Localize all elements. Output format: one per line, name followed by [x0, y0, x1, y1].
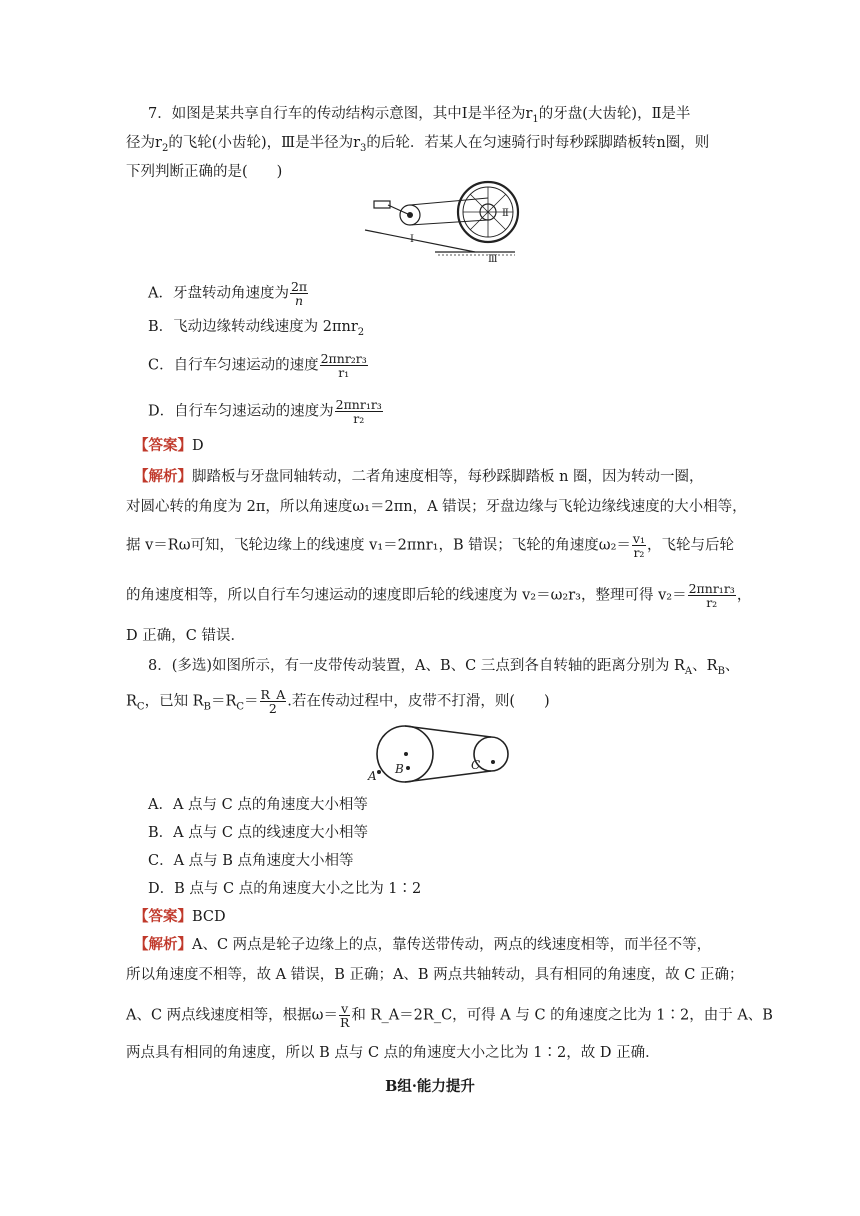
q7-analysis-line3: 据 v＝Rω可知，飞轮边缘上的线速度 v₁＝2πnr₁，B 错误；飞轮的角速度ω₂＝ $\frac{\text{v₁}}{\text{r₂}}$ ，飞轮与后轮: [126, 531, 734, 561]
q8-line2: $R_C$，已知 $R_B=R_C=$ $\frac{R\_A}{2}$ .若在传动过程中，皮带不打滑，则( ): [126, 687, 550, 717]
q8-analysis-line4: 两点具有相同的角速度，所以 B 点与 C 点的角速度大小之比为 1∶2，故 D 正确．: [126, 1045, 660, 1061]
fig7-label-I: Ⅰ: [410, 234, 414, 245]
q7-line1: 7．如图是某共享自行车的传动结构示意图，其中Ⅰ是半径为$r_1$的牙盘(大齿轮)，Ⅱ是半: [148, 106, 691, 125]
section-heading: B组·能力提升: [385, 1078, 475, 1095]
q7-analysis-line1: 【解析】脚踏板与牙盘同轴转动，二者角速度相等，每秒踩脚踏板 n 圈，因为转动一圈，: [134, 468, 704, 485]
q7-option-c: C．自行车匀速运动的速度 $\frac{\text{2πnr₂r₃}}{\text{r₁}}$: [148, 351, 367, 381]
q7-analysis-line4: 的角速度相等，所以自行车匀速运动的速度即后轮的线速度为 v₂＝ω₂r₃，整理可得 v₂＝ $\frac{\text{2πnr₁r₃}}{\text{r₂}}$ ，: [126, 581, 752, 611]
q7-option-d: D．自行车匀速运动的速度为 $\frac{\text{2πnr₁r₃}}{\text{r₂}}$: [148, 397, 382, 427]
fig7-label-II: Ⅱ: [502, 208, 509, 219]
fig8-label-b: B: [395, 762, 404, 776]
q7-analysis-line5: D 正确，C 错误．: [126, 628, 245, 644]
q8-line1: 8．(多选)如图所示，有一皮带传动装置，A、B、C 三点到各自转轴的距离分别为 $R_A$、$R_B$、: [148, 658, 740, 677]
q8-analysis-line1: 【解析】A、C 两点是轮子边缘上的点，靠传送带传动，两点的线速度相等，而半径不等，: [134, 936, 712, 953]
q7-line2: 径为$r_2$的飞轮(小齿轮)，Ⅲ是半径为$r_3$的后轮．若某人在匀速骑行时每秒踩脚踏板转n圈，则: [126, 135, 710, 154]
fig8-label-a: A: [368, 769, 377, 783]
q7-option-b: B．飞动边缘转动线速度为 2πnr$_2$: [148, 319, 365, 338]
q8-option-a: A．A 点与 C 点的角速度大小相等: [148, 797, 368, 813]
q8-option-b: B．A 点与 C 点的线速度大小相等: [148, 825, 369, 841]
fig8-label-c: C: [471, 758, 481, 772]
q8-option-d: D．B 点与 C 点的角速度大小之比为 1∶2: [148, 881, 422, 897]
q7-option-a: A．牙盘转动角速度为 $\frac{2\pi}{n}$: [148, 279, 308, 309]
q7-analysis-line2: 对圆心转的角度为 2π，所以角速度ω₁＝2πn，A 错误；牙盘边缘与飞轮边缘线速度的大小相等，: [126, 499, 747, 515]
belt-drive-figure: [365, 722, 525, 784]
q7-answer: 【答案】D: [134, 437, 204, 454]
q8-analysis-line3: A、C 两点线速度相等，根据ω＝ $\frac{v}{R}$ 和 R_A＝2R_C，可得 A 与 C 的角速度之比为 1∶2，由于 A、B: [126, 1001, 773, 1031]
q8-answer: 【答案】BCD: [134, 908, 226, 925]
fig7-label-III: Ⅲ: [488, 254, 498, 265]
bicycle-transmission-figure: [360, 180, 520, 265]
q8-analysis-line2: 所以角速度不相等，故 A 错误，B 正确；A、B 两点共轴转动，具有相同的角速度，故 C 正确；: [126, 967, 744, 983]
q7-line3: 下列判断正确的是( ): [126, 164, 283, 180]
q8-option-c: C．A 点与 B 点角速度大小相等: [148, 853, 354, 869]
